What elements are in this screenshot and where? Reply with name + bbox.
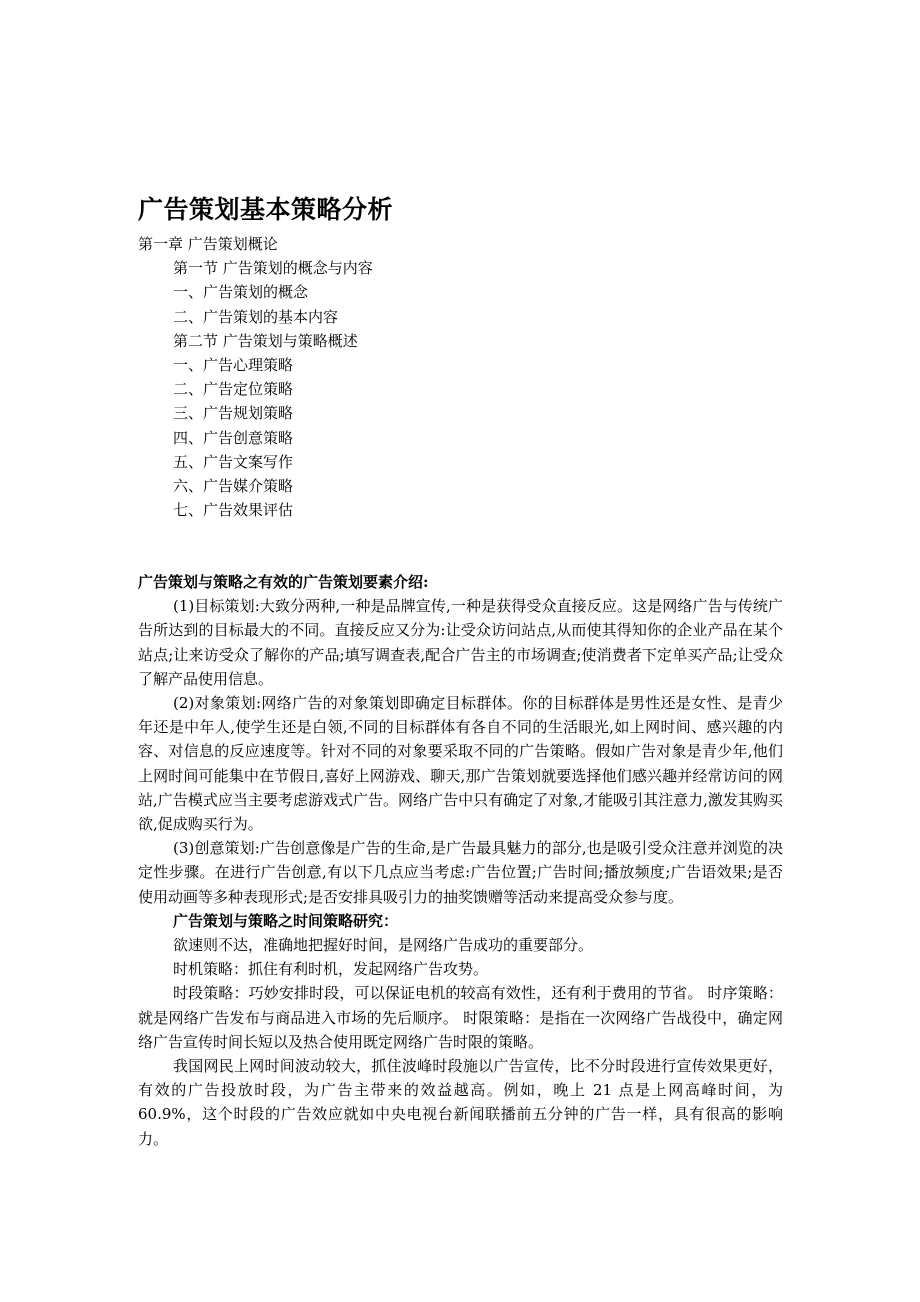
toc-item: 第二节 广告策划与策略概述 [173,331,358,350]
body-paragraph: (3)创意策划:广告创意像是广告的生命,是广告最具魅力的部分,也是吸引受众注意并浏览的决定性步骤。在进行广告创意,有以下几点应当考虑:广告位置;广告时间;播放频度;广告语效果;是否使用动画等多种表现形式;是否安排具吸引力的抽奖馈赠等活动来提高受众参与度。 [138,839,783,906]
body-paragraph: 欲速则不达，准确地把握好时间，是网络广告成功的重要部分。 [173,936,594,955]
body-paragraph: 时段策略：巧妙安排时段，可以保证电机的较高有效性，还有利于费用的节省。 时序策略：就是网络广告发布与商品进入市场的先后顺序。 时限策略：是指在一次网络广告战役中，确定网络广告宣传时间长短以及热合使用既定网络广告时限的策略。 [138,984,783,1051]
body-paragraph: 我国网民上网时间波动较大，抓住波峰时段施以广告宣传，比不分时段进行宣传效果更好，有效的广告投放时段，为广告主带来的效益越高。例如，晚上 21 点是上网高峰时间，为 60.9%，这个时段的广告效应就如中央电视台新闻联播前五分钟的广告一样，具有很高的影响力。 [138,1057,783,1148]
body-paragraph: (2)对象策划:网络广告的对象策划即确定目标群体。你的目标群体是男性还是女性、是青少年还是中年人,使学生还是白领,不同的目标群体有各自不同的生活眼光,如上网时间、感兴趣的内容、对信息的反应速度等。针对不同的对象要采取不同的广告策略。假如广告对象是青少年,他们上网时间可能集中在节假日,喜好上网游戏、聊天,那广告策划就要选择他们感兴趣并经常访问的网站,广告模式应当主要考虑游戏式广告。网络广告中只有确定了对象,才能吸引其注意力,激发其购买欲,促成购买行为。 [138,694,783,834]
toc-item: 第一节 广告策划的概念与内容 [173,259,373,278]
toc-item: 七、广告效果评估 [173,501,294,520]
toc-item: 一、广告策划的概念 [173,283,309,302]
toc-item: 一、广告心理策略 [173,356,294,375]
toc-item: 二、广告策划的基本内容 [173,307,339,326]
toc-item: 四、广告创意策略 [173,428,294,447]
toc-item: 五、广告文案写作 [173,452,294,471]
body-paragraph: 时机策略：抓住有利时机，发起网络广告攻势。 [173,960,489,979]
toc-item: 二、广告定位策略 [173,380,294,399]
toc-item: 六、广告媒介策略 [173,477,294,496]
toc-item: 三、广告规划策略 [173,404,294,423]
document-title: 广告策划基本策略分析 [138,195,394,224]
toc-chapter: 第一章 广告策划概论 [138,235,278,253]
table-of-contents [138,232,373,522]
section-heading: 广告策划与策略之时间策略研究： [173,911,399,930]
document-body [138,570,783,1151]
body-paragraph: (1)目标策划:大致分两种,一种是品牌宣传,一种是获得受众直接反应。这是网络广告与传统广告所达到的目标最大的不同。直接反应又分为:让受众访问站点,从而使其得知你的企业产品在某个站点;让来访受众了解你的产品;填写调查表,配合广告主的市场调查;使消费者下定单买产品;让受众了解产品使用信息。 [138,597,783,688]
section-heading: 广告策划与策略之有效的广告策划要素介绍: [138,573,429,591]
